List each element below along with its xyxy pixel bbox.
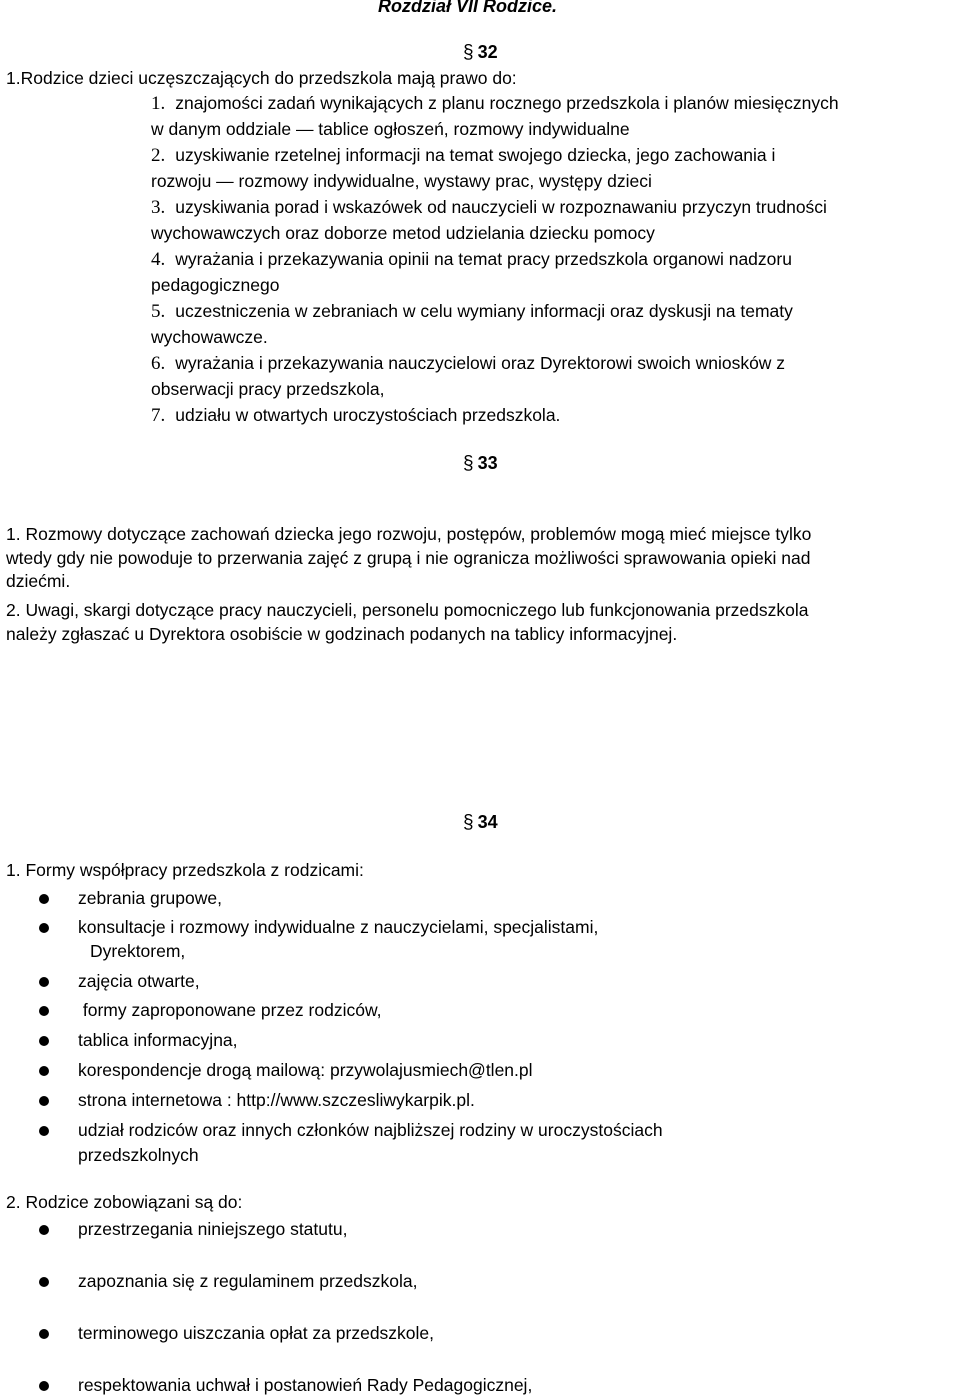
chapter-title: Rozdział VII Rodzice. [378, 0, 558, 16]
bullet-icon [39, 977, 49, 987]
list-item: 7. udziału w otwartych uroczystościach przedszkola. [151, 405, 561, 426]
bullet-icon [39, 1096, 49, 1106]
list-item: 4. wyrażania i przekazywania opinii na temat pracy przedszkola organowi nadzoru [151, 249, 792, 270]
bullet-icon [39, 1066, 49, 1076]
section-sign-icon: § [463, 453, 474, 474]
list-item-continuation: wychowawczych oraz doborze metod udzielania dziecku pomocy [151, 223, 655, 243]
bullet-icon [39, 1225, 49, 1235]
list-item-continuation: wychowawcze. [151, 327, 268, 347]
section-heading-33 [463, 453, 498, 475]
bullet-icon [39, 1036, 49, 1046]
section-number: 34 [477, 812, 498, 832]
section-33-paragraph-1-line: dziećmi. [6, 571, 71, 591]
bullet-icon [39, 1126, 49, 1136]
section-heading-32 [463, 42, 498, 64]
section-number: 33 [477, 453, 498, 473]
bullet-icon [39, 923, 49, 933]
section-34-intro-2: 2. Rodzice zobowiązani są do: [6, 1192, 243, 1212]
section-34-intro-1: 1. Formy współpracy przedszkola z rodzicami: [6, 860, 364, 880]
section-33-paragraph-2-line: 2. Uwagi, skargi dotyczące pracy nauczycieli, personelu pomocniczego lub funkcjonowania przedszkola [6, 600, 809, 620]
section-heading-34 [463, 812, 498, 834]
bullet-icon [39, 1277, 49, 1287]
bullet-icon [39, 1329, 49, 1339]
section-33-paragraph-1-line: 1. Rozmowy dotyczące zachowań dziecka jego rozwoju, postępów, problemów mogą mieć miejsce tylko [6, 524, 812, 544]
list-item: 3. uzyskiwania porad i wskazówek od nauczycieli w rozpoznawaniu przyczyn trudności [151, 197, 827, 218]
list-item: 2. uzyskiwanie rzetelnej informacji na temat swojego dziecka, jego zachowania i [151, 145, 776, 166]
bullet-icon [39, 894, 49, 904]
bullet-icon [39, 1006, 49, 1016]
section-32-intro: 1.Rodzice dzieci uczęszczających do przedszkola mają prawo do: [6, 68, 517, 88]
bullet-icon [39, 1381, 49, 1391]
section-sign-icon: § [463, 42, 474, 63]
list-item-continuation: w danym oddziale — tablice ogłoszeń, rozmowy indywidualne [151, 119, 630, 139]
list-item: 5. uczestniczenia w zebraniach w celu wymiany informacji oraz dyskusji na tematy [151, 301, 793, 322]
list-item-continuation: pedagogicznego [151, 275, 280, 295]
list-item: 1. znajomości zadań wynikających z planu rocznego przedszkola i planów miesięcznych [151, 93, 839, 114]
list-item-continuation: obserwacji pracy przedszkola, [151, 379, 385, 399]
section-33-paragraph-2-line: należy zgłaszać u Dyrektora osobiście w godzinach podanych na tablicy informacyjnej. [6, 624, 678, 644]
section-33-paragraph-1-line: wtedy gdy nie powoduje to przerwania zajęć z grupą i nie ogranicza możliwości sprawowania opieki nad [6, 548, 811, 568]
section-sign-icon: § [463, 812, 474, 833]
list-item: 6. wyrażania i przekazywania nauczycielowi oraz Dyrektorowi swoich wniosków z [151, 353, 786, 374]
section-number: 32 [477, 42, 498, 62]
list-item-continuation: rozwoju — rozmowy indywidualne, wystawy prac, występy dzieci [151, 171, 652, 191]
